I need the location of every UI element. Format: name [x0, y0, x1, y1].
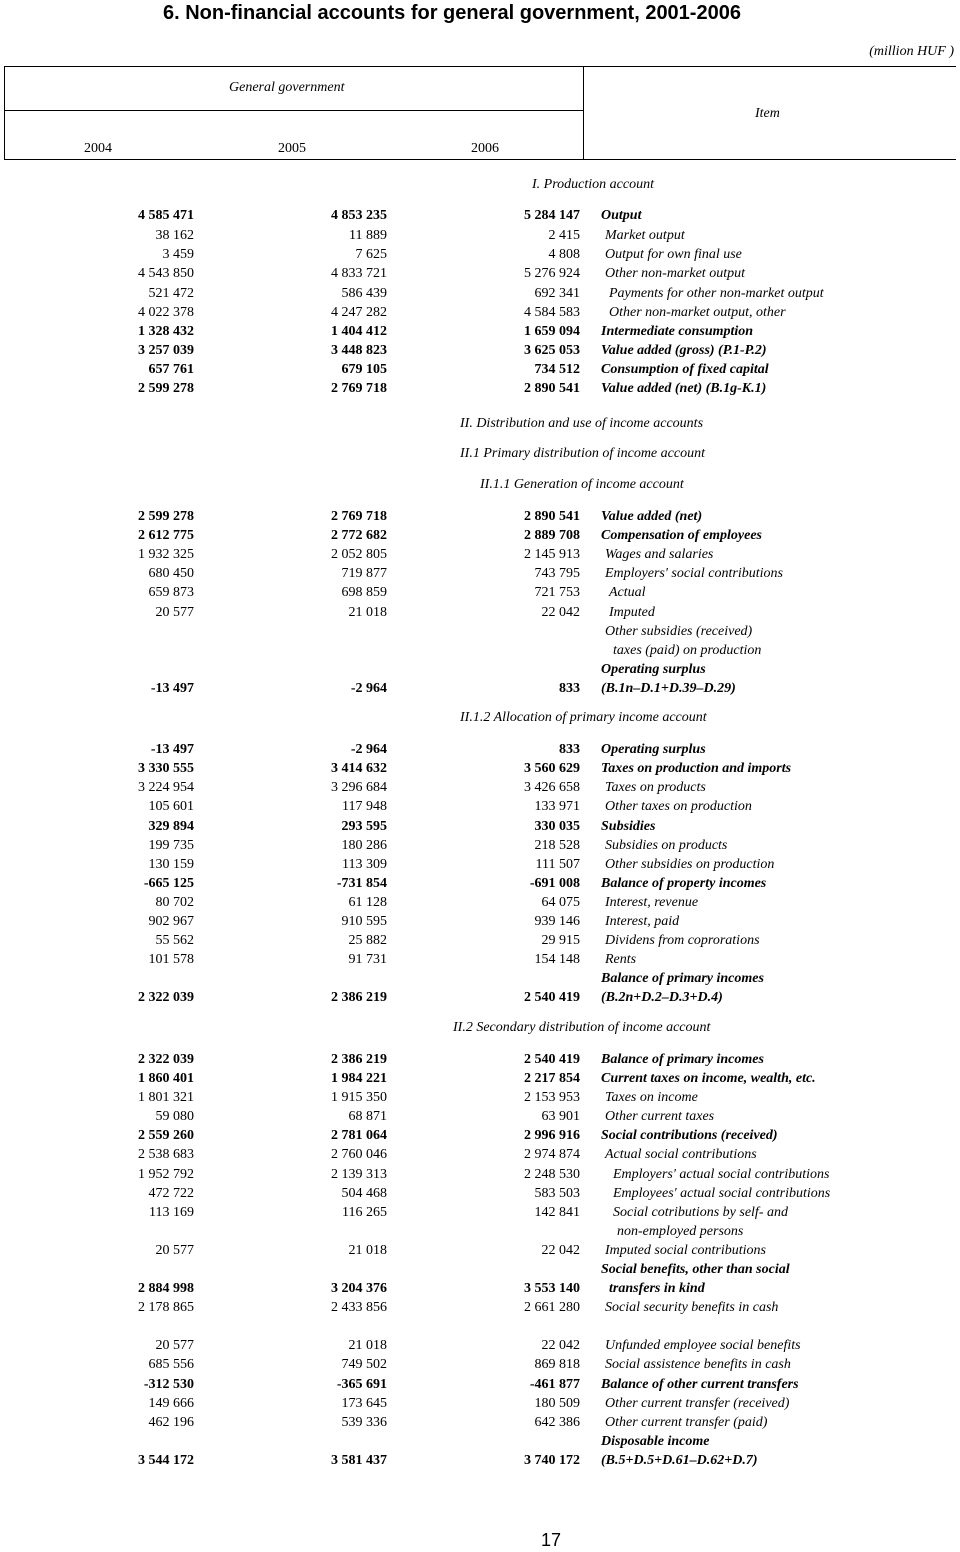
cell-2004: 59 080	[155, 1109, 194, 1124]
row-label: Value added (net)	[601, 509, 703, 524]
cell-2006: 2 145 913	[524, 547, 580, 562]
table-row	[0, 284, 960, 303]
row-label: Employees' actual social contributions	[613, 1186, 831, 1201]
table-row	[0, 1107, 960, 1126]
cell-2006: 2 217 854	[524, 1071, 580, 1086]
table-row	[0, 679, 960, 698]
section-generation: II.1.1 Generation of income account	[480, 477, 684, 492]
cell-2005: 719 877	[341, 566, 387, 581]
cell-2005: 1 984 221	[331, 1071, 387, 1086]
cell-2004: 685 556	[148, 1357, 194, 1372]
table-row	[0, 1413, 960, 1432]
row-label: Social benefits, other than social	[601, 1262, 790, 1277]
cell-2004: 20 577	[155, 605, 194, 620]
table-row	[0, 1241, 960, 1260]
unit-note: (million HUF )	[869, 44, 954, 59]
cell-2004: 902 967	[148, 914, 194, 929]
header-year-2005: 2005	[278, 141, 306, 156]
row-label: Interest, revenue	[605, 895, 699, 910]
cell-2005: 2 769 718	[331, 509, 387, 524]
table-row	[0, 545, 960, 564]
cell-2004: 659 873	[148, 585, 194, 600]
cell-2004: 2 559 260	[138, 1128, 194, 1143]
row-label: Employers' actual social contributions	[613, 1167, 830, 1182]
cell-2005: -2 964	[350, 681, 387, 696]
cell-2005: 910 595	[341, 914, 387, 929]
cell-2006: 22 042	[541, 1338, 580, 1353]
cell-2006: 22 042	[541, 1243, 580, 1258]
table-row	[0, 931, 960, 950]
row-label: Market output	[605, 228, 685, 243]
cell-2006: 218 528	[534, 838, 580, 853]
table-row	[0, 988, 960, 1007]
cell-2004: 4 585 471	[138, 208, 194, 223]
row-label: (B.2n+D.2–D.3+D.4)	[601, 990, 723, 1005]
cell-2004: 657 761	[148, 362, 194, 377]
cell-2005: 2 386 219	[331, 990, 387, 1005]
cell-2005: 7 625	[355, 247, 387, 262]
section-distribution: II. Distribution and use of income accounts	[460, 416, 704, 431]
cell-2006: 939 146	[534, 914, 580, 929]
row-label: transfers in kind	[609, 1281, 705, 1296]
cell-2005: 749 502	[341, 1357, 387, 1372]
row-label: Other non-market output, other	[609, 305, 786, 320]
row-label: non-employed persons	[617, 1224, 744, 1239]
cell-2004: 20 577	[155, 1243, 194, 1258]
cell-2005: 3 204 376	[331, 1281, 387, 1296]
section-allocation: II.1.2 Allocation of primary income account	[460, 710, 707, 725]
table-row	[0, 1126, 960, 1145]
cell-2004: 2 538 683	[138, 1147, 194, 1162]
table-row	[0, 778, 960, 797]
row-label: Social assistence benefits in cash	[605, 1357, 791, 1372]
table-row	[0, 507, 960, 526]
row-label: Value added (net) (B.1g-K.1)	[601, 381, 767, 396]
cell-2006: 3 426 658	[524, 780, 580, 795]
cell-2006: 5 284 147	[524, 208, 580, 223]
cell-2005: 91 731	[348, 952, 387, 967]
row-label: (B.1n–D.1+D.39–D.29)	[601, 681, 736, 696]
table-row	[0, 1375, 960, 1394]
cell-2004: 329 894	[148, 819, 194, 834]
row-label: Payments for other non-market output	[609, 286, 824, 301]
cell-2004: 101 578	[148, 952, 194, 967]
cell-2004: 2 322 039	[138, 990, 194, 1005]
row-label: Other non-market output	[605, 266, 745, 281]
row-label: Taxes on products	[605, 780, 706, 795]
table-row	[0, 341, 960, 360]
table-row	[0, 641, 960, 660]
cell-2006: 3 625 053	[524, 343, 580, 358]
cell-2005: 2 433 856	[331, 1300, 387, 1315]
header-year-2004: 2004	[84, 141, 112, 156]
cell-2006: 2 889 708	[524, 528, 580, 543]
cell-2005: 21 018	[348, 1338, 387, 1353]
cell-2004: 4 543 850	[138, 266, 194, 281]
cell-2004: 1 860 401	[138, 1071, 194, 1086]
cell-2005: 21 018	[348, 1243, 387, 1258]
cell-2006: 833	[559, 681, 580, 696]
cell-2004: 3 257 039	[138, 343, 194, 358]
cell-2006: 642 386	[534, 1415, 580, 1430]
table-row	[0, 1432, 960, 1451]
row-label: Operating surplus	[601, 742, 706, 757]
table-row	[0, 950, 960, 969]
cell-2005: 116 265	[342, 1205, 387, 1220]
table-row	[0, 740, 960, 759]
cell-2004: -13 497	[150, 742, 194, 757]
row-label: Actual	[609, 585, 646, 600]
cell-2004: 105 601	[148, 799, 194, 814]
cell-2006: 583 503	[534, 1186, 580, 1201]
row-label: Unfunded employee social benefits	[605, 1338, 801, 1353]
cell-2005: 4 833 721	[331, 266, 387, 281]
row-label: Other current transfer (received)	[605, 1396, 790, 1411]
cell-2006: 154 148	[534, 952, 580, 967]
cell-2004: 38 162	[155, 228, 194, 243]
cell-2005: 2 760 046	[331, 1147, 387, 1162]
table-row	[0, 1298, 960, 1317]
table-row	[0, 660, 960, 679]
header-column-divider	[583, 66, 584, 160]
table-row	[0, 759, 960, 778]
row-label: Balance of property incomes	[601, 876, 767, 891]
cell-2005: 293 595	[341, 819, 387, 834]
cell-2004: 2 178 865	[138, 1300, 194, 1315]
table-row	[0, 1451, 960, 1470]
cell-2006: 2 890 541	[524, 381, 580, 396]
cell-2004: 80 702	[155, 895, 194, 910]
row-label: Taxes on income	[605, 1090, 698, 1105]
row-label: Other subsidies (received)	[605, 624, 753, 639]
cell-2005: 173 645	[341, 1396, 387, 1411]
cell-2005: 3 448 823	[331, 343, 387, 358]
cell-2005: 2 781 064	[331, 1128, 387, 1143]
cell-2006: 142 841	[534, 1205, 580, 1220]
cell-2006: 2 996 916	[524, 1128, 580, 1143]
table-row	[0, 836, 960, 855]
cell-2005: 3 581 437	[331, 1453, 387, 1468]
cell-2005: 21 018	[348, 605, 387, 620]
cell-2004: 149 666	[148, 1396, 194, 1411]
cell-2006: 330 035	[534, 819, 580, 834]
table-row	[0, 969, 960, 988]
cell-2005: 2 769 718	[331, 381, 387, 396]
table-row	[0, 855, 960, 874]
cell-2006: 3 553 140	[524, 1281, 580, 1296]
table-row	[0, 583, 960, 602]
page-title: 6. Non-financial accounts for general government, 2001-2006	[163, 2, 741, 24]
table-row	[0, 1069, 960, 1088]
cell-2006: 3 560 629	[524, 761, 580, 776]
row-label: Rents	[605, 952, 637, 967]
section-primary-distribution: II.1 Primary distribution of income account	[460, 446, 705, 461]
cell-2006: 180 509	[534, 1396, 580, 1411]
cell-2005: 2 139 313	[331, 1167, 387, 1182]
cell-2004: 2 599 278	[138, 509, 194, 524]
table-row	[0, 322, 960, 341]
cell-2005: 1 404 412	[331, 324, 387, 339]
row-label: Balance of primary incomes	[601, 971, 764, 986]
cell-2006: 2 661 280	[524, 1300, 580, 1315]
cell-2005: 2 052 805	[331, 547, 387, 562]
table-row	[0, 1203, 960, 1222]
row-label: Other current transfer (paid)	[605, 1415, 768, 1430]
cell-2006: 734 512	[534, 362, 580, 377]
table-row	[0, 206, 960, 225]
cell-2005: 113 309	[342, 857, 387, 872]
cell-2006: -461 877	[529, 1377, 580, 1392]
row-label: Imputed social contributions	[605, 1243, 766, 1258]
cell-2005: 117 948	[342, 799, 387, 814]
table-row	[0, 1279, 960, 1298]
row-label: Employers' social contributions	[605, 566, 783, 581]
cell-2005: 4 247 282	[331, 305, 387, 320]
cell-2005: 3 296 684	[331, 780, 387, 795]
row-label: Other current taxes	[605, 1109, 715, 1124]
row-label: Disposable income	[601, 1434, 710, 1449]
cell-2004: -13 497	[150, 681, 194, 696]
table-row	[0, 526, 960, 545]
cell-2006: 5 276 924	[524, 266, 580, 281]
cell-2006: 4 584 583	[524, 305, 580, 320]
cell-2005: 61 128	[348, 895, 387, 910]
table-row	[0, 817, 960, 836]
cell-2004: 1 801 321	[138, 1090, 194, 1105]
cell-2004: -312 530	[143, 1377, 194, 1392]
cell-2005: 11 889	[349, 228, 387, 243]
cell-2006: 2 153 953	[524, 1090, 580, 1105]
cell-2006: 1 659 094	[524, 324, 580, 339]
cell-2005: 2 772 682	[331, 528, 387, 543]
table-row	[0, 1222, 960, 1241]
cell-2004: 2 612 775	[138, 528, 194, 543]
row-label: Balance of other current transfers	[601, 1377, 799, 1392]
cell-2006: 2 540 419	[524, 990, 580, 1005]
header-year-2006: 2006	[471, 141, 499, 156]
table-row	[0, 1394, 960, 1413]
cell-2004: 1 932 325	[138, 547, 194, 562]
cell-2006: 22 042	[541, 605, 580, 620]
section-secondary-distribution: II.2 Secondary distribution of income account	[453, 1020, 711, 1035]
cell-2004: 2 322 039	[138, 1052, 194, 1067]
cell-2005: 679 105	[341, 362, 387, 377]
row-label: Actual social contributions	[605, 1147, 757, 1162]
cell-2006: 743 795	[534, 566, 580, 581]
row-label: taxes (paid) on production	[613, 643, 762, 658]
cell-2004: 3 544 172	[138, 1453, 194, 1468]
header-group: General government	[229, 80, 345, 95]
cell-2005: 1 915 350	[331, 1090, 387, 1105]
cell-2004: -665 125	[143, 876, 194, 891]
cell-2006: 692 341	[534, 286, 580, 301]
row-label: Operating surplus	[601, 662, 706, 677]
row-label: Social security benefits in cash	[605, 1300, 779, 1315]
row-label: Intermediate consumption	[601, 324, 754, 339]
section-production: I. Production account	[532, 177, 654, 192]
row-label: Social cotributions by self- and	[613, 1205, 788, 1220]
cell-2005: -2 964	[350, 742, 387, 757]
cell-2004: 1 328 432	[138, 324, 194, 339]
cell-2006: 869 818	[534, 1357, 580, 1372]
table-row	[0, 245, 960, 264]
cell-2004: 4 022 378	[138, 305, 194, 320]
cell-2006: 29 915	[541, 933, 580, 948]
row-label: Wages and salaries	[605, 547, 714, 562]
cell-2006: 63 901	[541, 1109, 580, 1124]
cell-2004: 1 952 792	[138, 1167, 194, 1182]
header-divider	[4, 110, 583, 111]
cell-2005: 4 853 235	[331, 208, 387, 223]
cell-2006: 2 415	[548, 228, 580, 243]
row-label: Balance of primary incomes	[601, 1052, 764, 1067]
cell-2005: 586 439	[341, 286, 387, 301]
cell-2006: -691 008	[529, 876, 580, 891]
row-label: Social contributions (received)	[601, 1128, 778, 1143]
cell-2006: 2 974 874	[524, 1147, 580, 1162]
table-row	[0, 622, 960, 641]
row-label: Imputed	[609, 605, 655, 620]
cell-2004: 2 884 998	[138, 1281, 194, 1296]
row-label: (B.5+D.5+D.61–D.62+D.7)	[601, 1453, 758, 1468]
cell-2006: 2 890 541	[524, 509, 580, 524]
row-label: Interest, paid	[605, 914, 680, 929]
cell-2005: 698 859	[341, 585, 387, 600]
table-row	[0, 874, 960, 893]
cell-2004: 3 224 954	[138, 780, 194, 795]
cell-2004: 3 459	[162, 247, 194, 262]
cell-2005: 2 386 219	[331, 1052, 387, 1067]
cell-2005: 68 871	[348, 1109, 387, 1124]
cell-2006: 64 075	[541, 895, 580, 910]
row-label: Output for own final use	[605, 247, 742, 262]
row-label: Dividens from coprorations	[605, 933, 760, 948]
table-row	[0, 1088, 960, 1107]
cell-2005: 539 336	[341, 1415, 387, 1430]
cell-2004: 3 330 555	[138, 761, 194, 776]
cell-2006: 3 740 172	[524, 1453, 580, 1468]
header-item: Item	[755, 106, 780, 121]
cell-2006: 721 753	[534, 585, 580, 600]
cell-2006: 2 248 530	[524, 1167, 580, 1182]
table-row	[0, 226, 960, 245]
cell-2004: 472 722	[148, 1186, 194, 1201]
row-label: Subsidies on products	[605, 838, 728, 853]
table-row	[0, 912, 960, 931]
table-row	[0, 1145, 960, 1164]
cell-2005: -731 854	[336, 876, 387, 891]
table-row	[0, 1050, 960, 1069]
page-number: 17	[541, 1530, 562, 1550]
cell-2004: 2 599 278	[138, 381, 194, 396]
cell-2004: 130 159	[148, 857, 194, 872]
table-row	[0, 1355, 960, 1374]
cell-2006: 2 540 419	[524, 1052, 580, 1067]
cell-2004: 20 577	[155, 1338, 194, 1353]
table-row	[0, 1336, 960, 1355]
cell-2004: 680 450	[148, 566, 194, 581]
cell-2005: 3 414 632	[331, 761, 387, 776]
table-row	[0, 1184, 960, 1203]
table-row	[0, 303, 960, 322]
row-label: Other taxes on production	[605, 799, 752, 814]
row-label: Output	[601, 208, 642, 223]
cell-2004: 113 169	[149, 1205, 194, 1220]
row-label: Value added (gross) (P.1-P.2)	[601, 343, 767, 358]
table-row	[0, 360, 960, 379]
row-label: Current taxes on income, wealth, etc.	[601, 1071, 816, 1086]
cell-2006: 833	[559, 742, 580, 757]
cell-2005: 25 882	[348, 933, 387, 948]
table-row	[0, 893, 960, 912]
table-row	[0, 264, 960, 283]
cell-2006: 4 808	[548, 247, 580, 262]
row-label: Other subsidies on production	[605, 857, 775, 872]
row-label: Consumption of fixed capital	[601, 362, 769, 377]
cell-2005: 180 286	[341, 838, 387, 853]
table-row	[0, 1260, 960, 1279]
row-label: Compensation of employees	[601, 528, 762, 543]
row-label: Subsidies	[601, 819, 656, 834]
cell-2006: 133 971	[534, 799, 580, 814]
row-label: Taxes on production and imports	[601, 761, 792, 776]
cell-2005: -365 691	[336, 1377, 387, 1392]
cell-2004: 55 562	[155, 933, 194, 948]
cell-2006: 111 507	[535, 857, 580, 872]
cell-2004: 199 735	[148, 838, 194, 853]
table-row	[0, 1165, 960, 1184]
cell-2004: 462 196	[148, 1415, 194, 1430]
table-row	[0, 379, 960, 398]
cell-2004: 521 472	[148, 286, 194, 301]
table-row	[0, 564, 960, 583]
table-row	[0, 603, 960, 622]
table-row	[0, 797, 960, 816]
cell-2005: 504 468	[341, 1186, 387, 1201]
